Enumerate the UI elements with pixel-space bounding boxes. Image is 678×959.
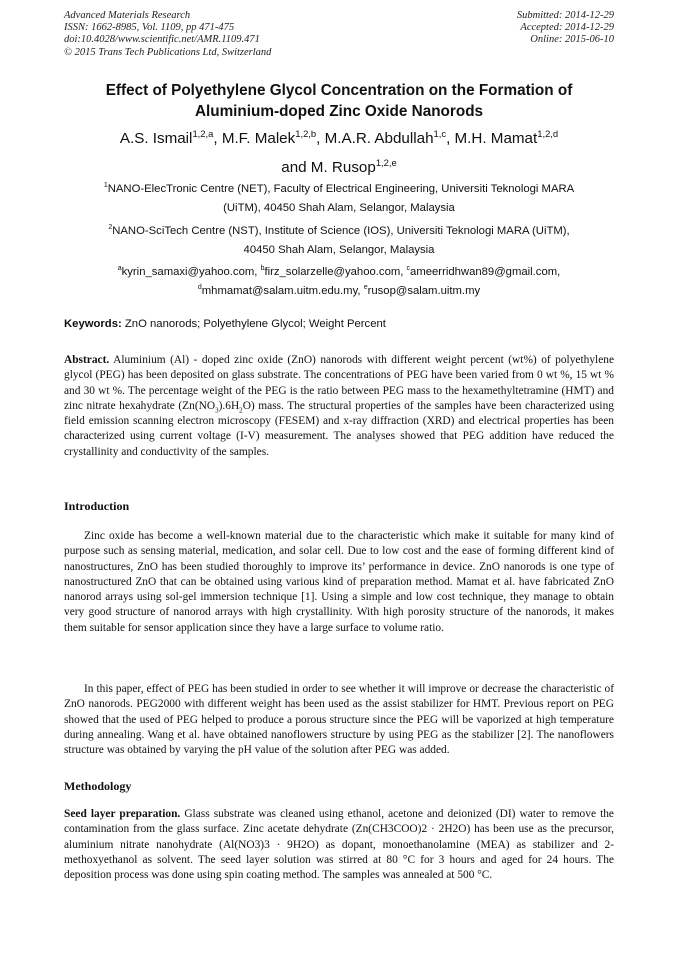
email-link[interactable]: rusop@salam.uitm.my	[367, 284, 481, 297]
online-date: Online: 2015-06-10	[530, 34, 614, 46]
abstract: Abstract. Aluminium (Al) - doped zinc oxide (ZnO) nanorods with different weight percent (wt%) of polyethylene glycol (PEG) has been deposited on glass substrate. The concentrations of PEG have been varied from 0 wt %, 15 wt % and 30 wt %. The percentage weight of the PEG is the ratio between PEG mass to the hexamethyltetramine (HMT) and zinc nitrate hexahydrate $(Zn(NO_3).6H_2O)$ mass. The structural properties of the samples have been characterized using field emission scanning electron microscopy (FESEM) and x-ray diffraction (XRD) and electrical properties has been characterized using current voltage (I-V) measurement. The analyses showed that PEG addition have reduced the crystallinity and conductivity of the samples.	[64, 354, 614, 458]
seed-layer-label: Seed layer preparation.	[64, 808, 181, 820]
section-heading-introduction: Introduction	[64, 499, 130, 513]
author-name: M.A.R. Abdullah	[324, 130, 434, 147]
author-name: M.H. Mamat	[454, 130, 538, 147]
author-affil-mark: 1,2,d	[537, 127, 559, 139]
author-list-line-1: A.S. Ismail$^{1,2,a}$, M.F. Malek$^{1,2,b}$, M.A.R. Abdullah$^{1,c}$, M.H. Mamat$^{1,2,d}$	[119, 127, 559, 147]
abstract-label: Abstract.	[64, 354, 110, 366]
email-link[interactable]: ameerridhwan89@gmail.com,	[410, 266, 561, 278]
author-emails: $^a$kyrin_samaxi@yahoo.com, $^b$firz_solarzelle@yahoo.com, $^c$ameerridhwan89@gmail.com, $^d$mhmamat@salam.uitm.edu.my, $^e$rusop@salam.uitm.my	[117, 265, 561, 297]
introduction-paragraph-2: In this paper, effect of PEG has been studied in order to see whether it will improve or decrease the characteristic of ZnO nanorods. PEG2000 with different weight has been used as the assist stabilizer for HMT. Previous report on PEG showed that the used of PEG helped to produce a porous structure since the PEG will be vaporized at high temperature during annealing. Wang et al. have obtained nanoflowers structure by using PEG as the stabilizer [2]. The nanoflowers structure was obtained by varying the pH value of the solution after PEG was added.	[64, 683, 614, 757]
seed-layer-paragraph: Seed layer preparation. Glass substrate was cleaned using ethanol, acetone and deionized (DI) water to remove the contamination from the glass surface. Zinc acetate dehydrate (Zn(CH3COO)2 · 2H2O) has been use as the precursor, aluminium nitrate nanohydrate (Al(NO3)3 · 9H2O) as dopant, monoethanolamine (MEA) as stabilizer and 2-methoxyethanol as solvent. The seed layer solution was stirred at 80 °C for 3 hours and aged for 24 hours. The deposition process was done using spin coating method. The samples was annealed at 500 °C.	[64, 808, 614, 882]
author-affil-mark: 1,2,b	[295, 127, 317, 139]
introduction-paragraph-1: Zinc oxide has become a well-known material due to the characteristic which make it suitable for many kind of purpose such as sensing material, medication, and solar cell. Due to low cost and the ease of forming different kind of nanostructures, ZnO has been studied thoroughly to improve its’ performance in device. ZnO nanorods is one type of nanostructured ZnO that can be obtained using various kind of preparation method. Mamat et al. have fabricated ZnO nanorod arrays using sol-gel immersion technique [1]. Using a simple and low cost technique, they manage to obtain very good structure of nanorod arrays with high crystallinity. With high porosity structure of the nanorods, it makes them suitable for sensor application since they have a large surface to volume ratio.	[64, 530, 614, 634]
title-line-2: Aluminium-doped Zinc Oxide Nanorods	[194, 103, 484, 120]
affiliation-2: $^2$NANO-SciTech Centre (NST), Institute of Science (IOS), Universiti Teknologi MARA (UiTM), 40450 Shah Alam, Selangor, Malaysia	[108, 224, 570, 256]
email-link[interactable]: firz_solarzelle@yahoo.com,	[264, 266, 407, 278]
accepted-date: Accepted: 2014-12-29	[520, 22, 614, 34]
author-name: and M. Rusop	[281, 159, 376, 176]
author-list-line-2	[40, 156, 638, 176]
author-affil-mark: 1,2,a	[192, 127, 214, 139]
title-line-1: Effect of Polyethylene Glycol Concentration on the Formation of	[105, 82, 573, 99]
journal-info	[64, 10, 271, 59]
author-name: A.S. Ismail	[119, 130, 193, 147]
author-affil-mark: 1,2,e	[375, 156, 397, 168]
keywords-text: ZnO nanorods; Polyethylene Glycol; Weight Percent	[121, 318, 386, 330]
journal-copyright: © 2015 Trans Tech Publications Ltd, Switzerland	[64, 46, 272, 58]
keywords	[64, 318, 624, 330]
section-heading-methodology: Methodology	[64, 779, 132, 793]
submission-dates	[517, 10, 614, 47]
submitted-date: Submitted: 2014-12-29	[516, 10, 614, 21]
journal-name: Advanced Materials Research	[64, 10, 191, 21]
email-link[interactable]: mhmamat@salam.uitm.edu.my,	[201, 284, 364, 297]
journal-issn: ISSN: 1662-8985, Vol. 1109, pp 471-475	[64, 22, 235, 34]
paper-title	[40, 80, 638, 122]
journal-doi: doi:10.4028/www.scientific.net/AMR.1109.471	[64, 34, 260, 46]
email-link[interactable]: kyrin_samaxi@yahoo.com,	[121, 266, 261, 278]
author-affil-mark: 1,c	[433, 127, 447, 139]
author-name: M.F. Malek	[221, 130, 296, 147]
keywords-label: Keywords:	[64, 318, 122, 330]
affiliation-1: $^1$NANO-ElecTronic Centre (NET), Faculty of Electrical Engineering, Universiti Teknologi MARA (UiTM), 40450 Shah Alam, Selangor, Malaysia	[103, 182, 575, 214]
